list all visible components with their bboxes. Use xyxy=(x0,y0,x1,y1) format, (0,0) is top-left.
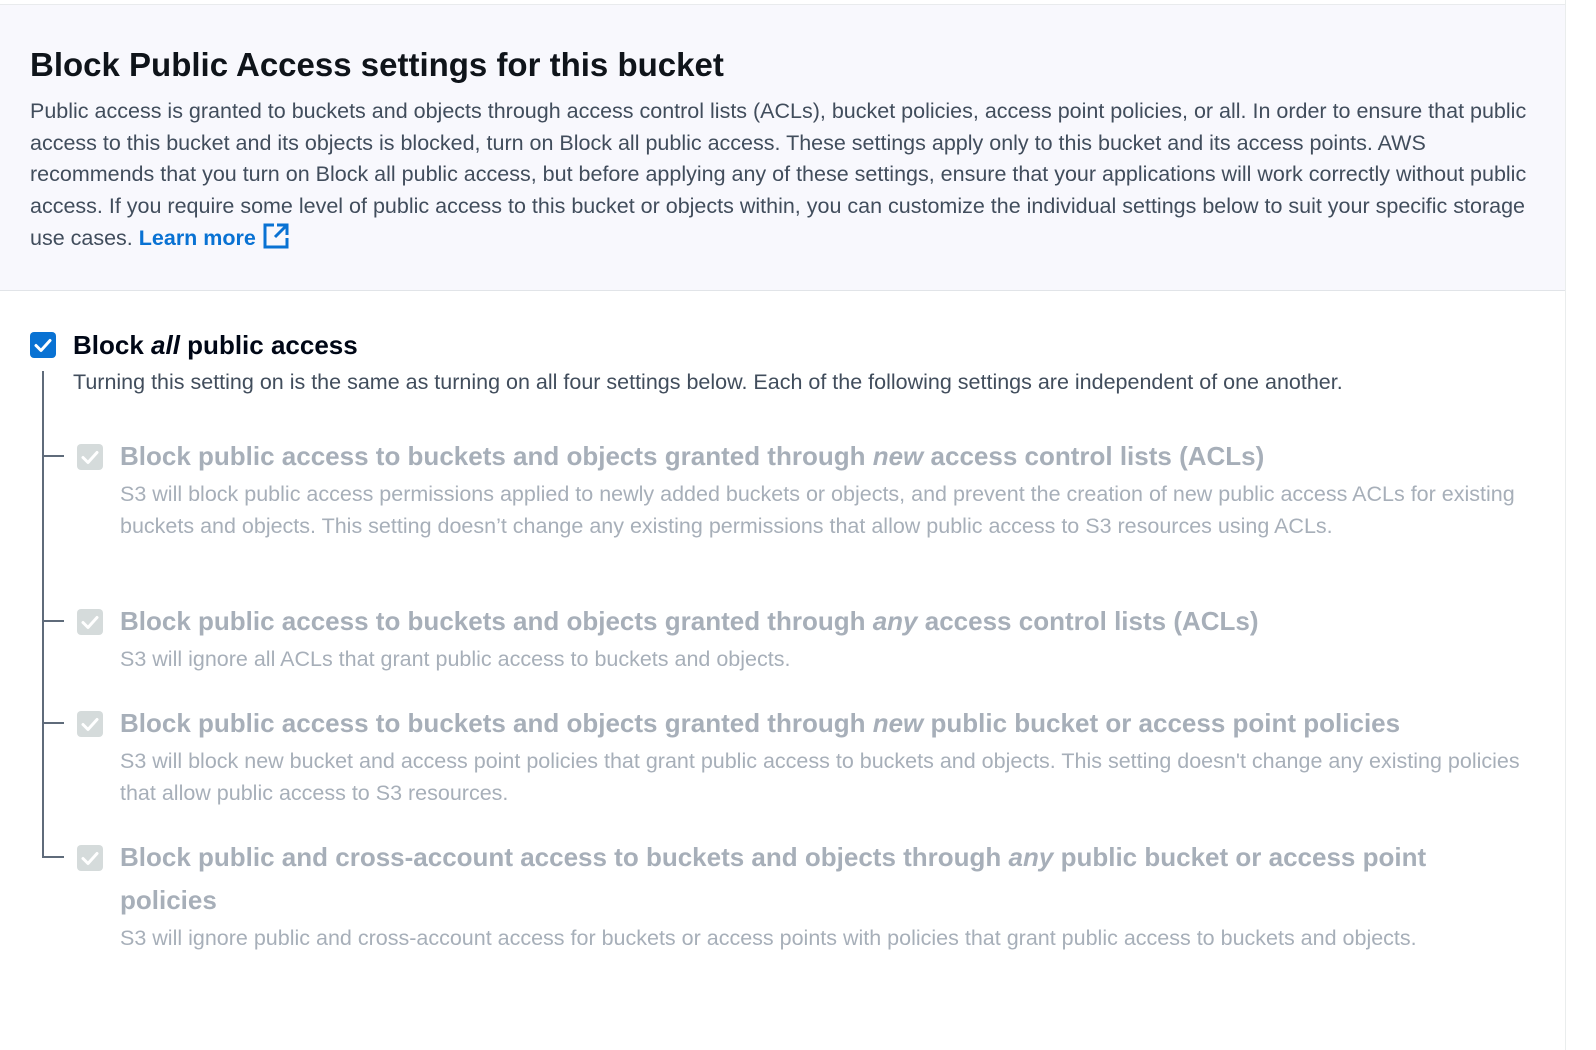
setting-label-new-acls xyxy=(120,435,1520,478)
setting-label-post: public bucket or access point policies xyxy=(923,708,1401,738)
setting-checkbox-new-acls[interactable] xyxy=(77,444,103,470)
setting-checkbox-any-policies[interactable] xyxy=(77,845,103,871)
block-all-label-post: public access xyxy=(179,330,358,360)
setting-checkbox-new-policies[interactable] xyxy=(77,711,103,737)
setting-label-em: any xyxy=(872,606,918,636)
header-description-text: Public access is granted to buckets and objects through access control lists (ACLs), bucket policies, access point policies, or all. In order to ensure that public access to this bucket and its objects is blocked, turn on Block all public access. These settings apply only to this bucket and its access points. AWS recommends that you turn on Block all public access, but before applying any of these settings, ensure that your applications will work correctly without public access. If you require some level of public access to this bucket or objects within, you can customize the individual settings below to suit your specific storage use cases. xyxy=(30,99,1527,250)
setting-label-em: new xyxy=(872,708,924,738)
block-all-label-em: all xyxy=(151,330,180,360)
setting-label-em: new xyxy=(872,441,924,471)
block-all-label-pre: Block xyxy=(73,330,152,360)
learn-more-link[interactable] xyxy=(139,226,290,250)
external-link-icon xyxy=(262,222,290,250)
tree-connector-branch xyxy=(42,856,64,858)
setting-label-pre: Block public access to buckets and objects granted through xyxy=(120,708,873,738)
setting-label-any-policies xyxy=(120,836,1480,922)
setting-description-any-policies: S3 will ignore public and cross-account access for buckets or access points with policies that grant public access to buckets and objects. xyxy=(120,926,1417,950)
checkmark-icon xyxy=(77,444,103,470)
tree-connector-branch xyxy=(42,722,64,724)
panel-header xyxy=(0,4,1565,291)
block-all-label[interactable] xyxy=(73,327,358,363)
page-title: Block Public Access settings for this bucket xyxy=(30,46,724,83)
header-description xyxy=(30,96,1535,255)
block-all-description: Turning this setting on is the same as turning on all four settings below. Each of the following settings are independent of one another. xyxy=(73,370,1343,394)
setting-description-new-policies: S3 will block new bucket and access point policies that grant public access to buckets and objects. This setting doesn't change any existing policies that allow public access to S3 resources. xyxy=(120,749,1520,805)
setting-label-em: any xyxy=(1008,842,1054,872)
tree-connector-branch xyxy=(42,620,64,622)
checkmark-icon xyxy=(77,609,103,635)
setting-checkbox-any-acls[interactable] xyxy=(77,609,103,635)
setting-description-any-acls: S3 will ignore all ACLs that grant public access to buckets and objects. xyxy=(120,647,791,671)
checkmark-icon xyxy=(77,845,103,871)
checkmark-icon xyxy=(30,332,56,358)
checkmark-icon xyxy=(77,711,103,737)
setting-label-pre: Block public access to buckets and objects granted through xyxy=(120,441,873,471)
block-all-checkbox[interactable] xyxy=(30,332,56,358)
setting-label-post: public bucket or access point policies xyxy=(120,842,1427,915)
learn-more-label: Learn more xyxy=(138,226,256,250)
setting-label-pre: Block public access to buckets and objects granted through xyxy=(120,606,873,636)
setting-label-post: access control lists (ACLs) xyxy=(923,441,1265,471)
setting-label-pre: Block public and cross-account access to buckets and objects through xyxy=(120,842,1009,872)
setting-label-post: access control lists (ACLs) xyxy=(917,606,1259,636)
setting-label-new-policies xyxy=(120,702,1520,745)
tree-connector-branch xyxy=(42,455,64,457)
setting-description-new-acls: S3 will block public access permissions applied to newly added buckets or objects, and prevent the creation of new public access ACLs for existing buckets and objects. This setting doesn’t change any existing permissions that allow public access to S3 resources using ACLs. xyxy=(120,482,1515,538)
setting-label-any-acls xyxy=(120,600,1520,643)
tree-connector-vertical xyxy=(42,371,44,858)
